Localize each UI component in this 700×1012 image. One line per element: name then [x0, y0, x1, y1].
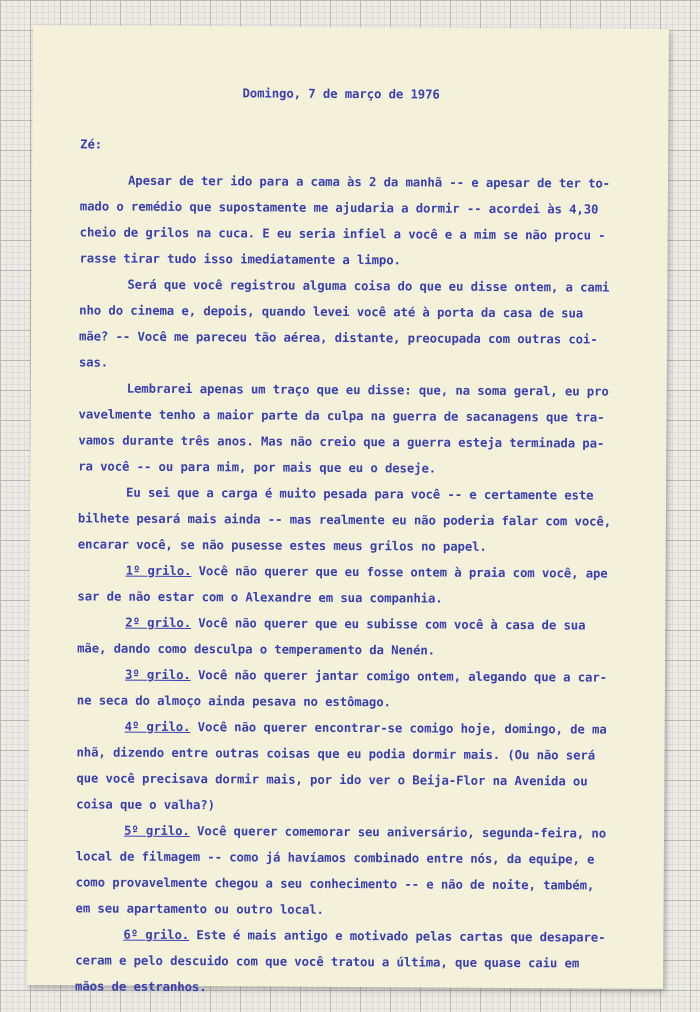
letter-line: mado o remédio que supostamente me ajudaria a dormir -- acordei às 4,30 [79, 199, 599, 217]
letter-line: rasse tirar tudo isso imediatamente a limpo. [79, 251, 401, 268]
grilo-heading: 5º grilo. [123, 823, 190, 839]
letter-paragraph [79, 167, 636, 274]
grilo-heading: 6º grilo. [123, 927, 190, 943]
letter-line [77, 713, 633, 742]
letter-paragraph [78, 375, 635, 482]
grilo-text: Você não querer que eu subisse com você à casa de sua [190, 616, 586, 633]
letter-paragraph [78, 479, 634, 560]
letter-line: em seu apartamento ou outro local. [75, 901, 324, 917]
letter-line: cheio de grilos na cuca. E eu seria infiel a você e a mim se não procu - [79, 225, 606, 243]
grilo-text: Você não querer encontrar-se comigo hoje, domingo, de ma [190, 720, 607, 737]
letter-line: local de filmagem -- como já havíamos combinado entre nós, da equipe, e [75, 849, 595, 867]
grilo-paragraph [76, 713, 633, 820]
grilo-text: Este é mais antigo e motivado pelas cartas que desapare- [189, 928, 606, 945]
grilo-heading: 4º grilo. [124, 719, 191, 735]
letter-line: ne seca do almoço ainda pesava no estômago. [76, 693, 391, 710]
letter-salutation: Zé: [80, 137, 103, 152]
letter-line: Lembrarei apenas um traço que eu disse: que, na soma geral, eu pro [126, 381, 609, 399]
letter-line [76, 817, 632, 846]
grilo-paragraph [77, 609, 633, 664]
letter-date: Domingo, 7 de março de 1976 [242, 86, 440, 102]
grilo-paragraph [77, 661, 633, 716]
grilo-paragraph [77, 557, 633, 612]
letter-line: sas. [78, 355, 109, 370]
letter-line: vamos durante três anos. Mas não creio que a guerra esteja terminada pa- [78, 433, 605, 451]
letter-line: nho do cinema e, depois, quando levei você até à porta da casa de sua [79, 303, 584, 321]
letter-line: vavelmente tenho a maior parte da culpa na guerra de sacanagens que tra- [78, 407, 605, 425]
letter-paragraph [79, 271, 636, 378]
grilo-text: Você não querer que eu fosse ontem à praia com você, ape [191, 564, 608, 581]
letter-line: como provavelmente chegou a seu conhecimento -- e não de noite, também, [75, 875, 595, 893]
grilo-heading: 1º grilo. [125, 563, 192, 579]
letter-line: bilhete pesará mais ainda -- mas realmente eu não poderia falar com você, [77, 511, 612, 529]
letter-line: encarar você, se não pusesse estes meus grilos no papel. [77, 537, 487, 554]
letter-line: mãe, dando como desculpa o temperamento da Nenén. [77, 641, 436, 658]
letter-body [75, 167, 636, 1002]
letter-line: coisa que o valha?) [76, 797, 215, 813]
grilo-paragraph [75, 817, 632, 924]
letter-line [77, 661, 633, 690]
letter-line: mãe? -- Você me pareceu tão aérea, distante, preocupada com outras coi- [78, 329, 598, 347]
letter-line [78, 557, 634, 586]
typed-letter-page [27, 25, 669, 995]
grilo-text: Você querer comemorar seu aniversário, segunda-feira, no [189, 824, 607, 841]
letter-line [75, 921, 631, 950]
letter-line: ra você -- ou para mim, por mais que eu o deseje. [78, 459, 437, 476]
letter-line: Apesar de ter ido para a cama às 2 da manhã -- e apesar de ter to- [127, 173, 611, 191]
letter-line: mãos de estranhos. [75, 979, 207, 995]
letter-line: que você precisava dormir mais, por ido ver o Beija-Flor na Avenida ou [76, 771, 588, 789]
letter-text [75, 85, 637, 995]
letter-line: nhã, dizendo entre outras coisas que eu podia dormir mais. (Ou não será [76, 745, 596, 763]
grilo-heading: 2º grilo. [125, 615, 192, 631]
grilo-heading: 3º grilo. [124, 667, 191, 683]
letter-line: ceram e pelo descuido com que você tratou a última, que quase caiu em [75, 953, 580, 971]
letter-line: Eu sei que a carga é muito pesada para você -- e certamente este [126, 485, 594, 503]
grilo-text: Você não querer jantar comigo ontem, alegando que a car- [190, 668, 608, 685]
letter-line: Será que você registrou alguma coisa do que eu disse ontem, a cami [127, 277, 610, 295]
grilo-paragraph [75, 921, 631, 1002]
letter-line: sar de não estar com o Alexandre em sua companhia. [77, 589, 443, 606]
letter-line [77, 609, 633, 638]
